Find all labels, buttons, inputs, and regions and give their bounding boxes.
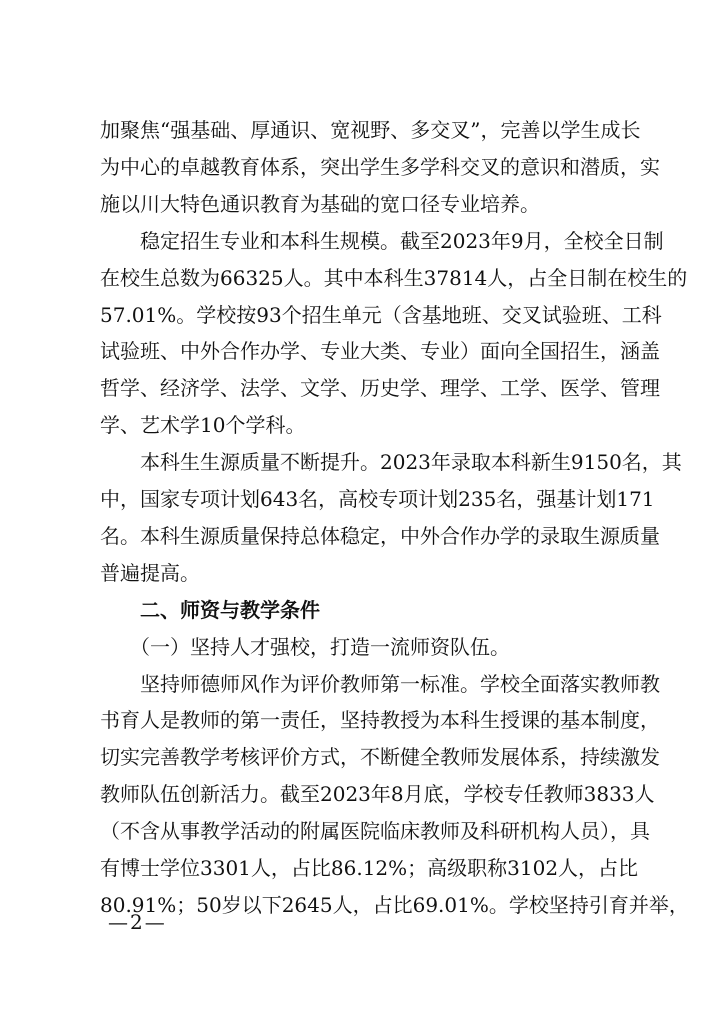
text-line: 57.01%。学校按93个招生单元（含基地班、交叉试验班、工科 xyxy=(100,302,662,327)
text-line: 哲学、经济学、法学、文学、历史学、理学、工学、医学、管理 xyxy=(100,376,660,401)
subsection-heading: （一）坚持人才强校，打造一流师资队伍。 xyxy=(130,634,510,659)
paragraph-first-line: 本科生生源质量不断提升。2023年录取本科新生9150名，其 xyxy=(140,450,682,475)
text-line: （不含从事教学活动的附属医院临床教师及科研机构人员），具 xyxy=(100,819,650,844)
text-line: 教师队伍创新活力。截至2023年8月底，学校专任教师3833人 xyxy=(100,782,655,807)
section-heading: 二、师资与教学条件 xyxy=(140,597,320,622)
text-line: 切实完善教学考核评价方式，不断健全教师发展体系，持续激发 xyxy=(100,745,660,770)
text-line: 在校生总数为66325人。其中本科生37814人，占全日制在校生的 xyxy=(100,265,688,290)
text-line: 学、艺术学10个学科。 xyxy=(100,413,306,438)
text-line: 普遍提高。 xyxy=(100,560,200,585)
text-line: 试验班、中外合作办学、专业大类、专业）面向全国招生，涵盖 xyxy=(100,339,660,364)
page-number: —2— xyxy=(108,910,167,934)
paragraph-first-line: 稳定招生专业和本科生规模。截至2023年9月，全校全日制 xyxy=(140,228,664,253)
text-line: 为中心的卓越教育体系，突出学生多学科交叉的意识和潜质，实 xyxy=(100,154,660,179)
paragraph-first-line: 坚持师德师风作为评价教师第一标准。学校全面落实教师教 xyxy=(140,671,660,696)
text-line: 中，国家专项计划643名，高校专项计划235名，强基计划171 xyxy=(100,487,655,511)
text-line: 施以川大特色通识教育为基础的宽口径专业培养。 xyxy=(100,191,540,216)
text-line: 加聚焦“强基础、厚通识、宽视野、多交叉”，完善以学生成长 xyxy=(100,118,641,142)
text-line: 80.91%；50岁以下2645人，占比69.01%。学校坚持引育并举， xyxy=(100,892,689,917)
text-line: 书育人是教师的第一责任，坚持教授为本科生授课的基本制度， xyxy=(100,708,660,733)
text-line: 名。本科生源质量保持总体稳定，中外合作办学的录取生源质量 xyxy=(100,523,660,548)
text-line: 有博士学位3301人，占比86.12%；高级职称3102人，占比 xyxy=(100,856,639,880)
